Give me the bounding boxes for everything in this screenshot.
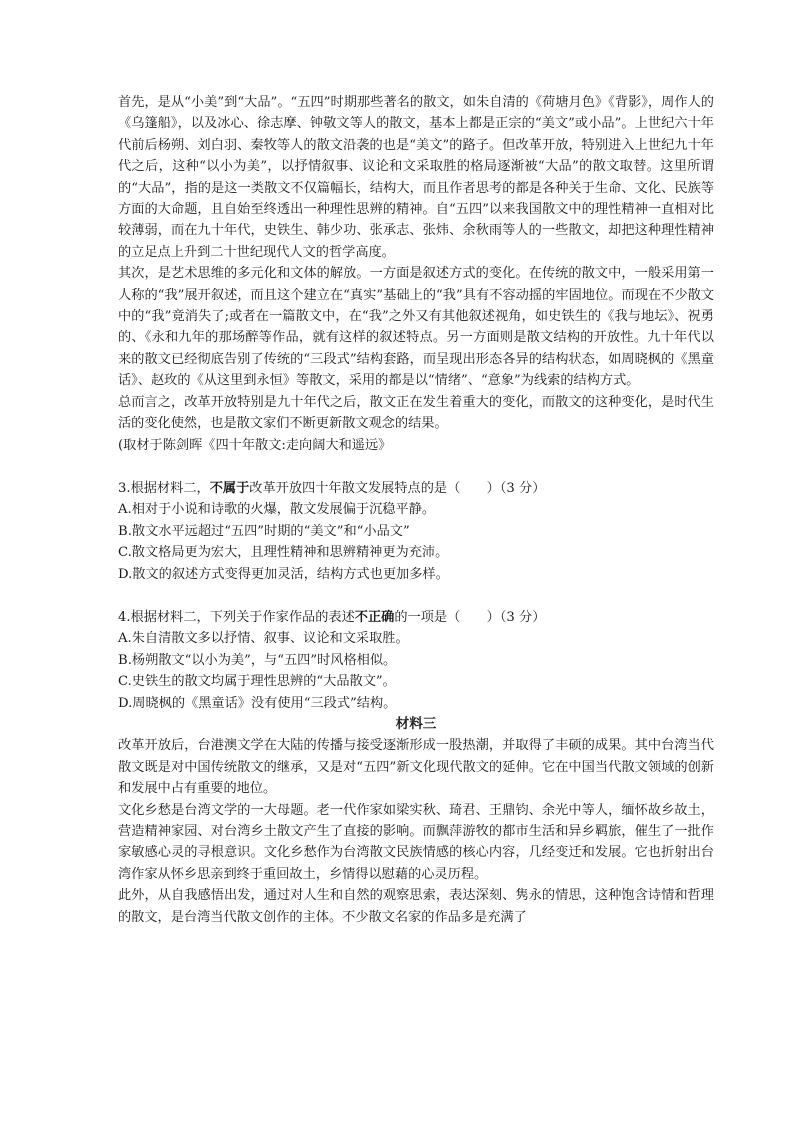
material-three-paragraph-1: 改革开放后，台港澳文学在大陆的传播与接受逐渐形成一股热潮，并取得了丰硕的成果。其中台湾当代散文既是对中国传统散文的继承，又是对“五四”新文化现代散文的延伸。它在中国当代散文领域的创新和发展中占有重要的地位。 bbox=[118, 738, 714, 797]
question-3-option-c: C.散文格局更为宏大，且理性精神和思辨精神更为充沛。 bbox=[118, 545, 449, 561]
material-two-paragraph-2: 其次，是艺术思维的多元化和文体的解放。一方面是叙述方式的变化。在传统的散文中，一般采用第一人称的“我”展开叙述，而且这个建立在“真实”基础上的“我”具有不容动摇的牢固地位。而现在不少散文中的“我”竟消失了;或者在一篇散文中，在“我”之外又有其他叙述视角，如史铁生的《我与地坛》、祝勇的、《永和九年的那场醉等作品，就有这样的叙述特点。另一方面则是散文结构的开放性。九十年代以来的散文已经彻底告别了传统的“三段式”结构套路，而呈现出形态各异的结构状态，如周晓枫的《黑童话》、赵玫的《从这里到永恒》等散文，采用的都是以“情绪”、“意象”为线索的结构方式。 bbox=[118, 266, 714, 389]
question-4-option-c: C.史铁生的散文均属于理性思辨的“大品散文”。 bbox=[118, 674, 396, 690]
material-three bbox=[118, 714, 714, 928]
question-4-stem-post: 的一项是（ ）（3 分） bbox=[394, 609, 546, 625]
question-3-option-d: D.散文的叙述方式变得更加灵活，结构方式也更加多样。 bbox=[118, 566, 449, 582]
material-three-paragraph-3: 此外，从自我感悟出发，通过对人生和自然的观察思索，表达深刻、隽永的情思，这种饱含诗情和哲理的散文，是台湾当代散文创作的主体。不少散文名家的作品多是充满了 bbox=[118, 888, 714, 925]
question-4-option-b: B.杨朔散文“以小为美”，与“五四”时风格相似。 bbox=[118, 652, 397, 668]
material-three-title: 材料三 bbox=[395, 715, 437, 732]
question-3-stem-emphasis: 不属于 bbox=[209, 480, 250, 496]
question-4 bbox=[118, 607, 714, 714]
question-3-option-a: A.相对于小说和诗歌的火爆，散文发展偏于沉稳平静。 bbox=[118, 502, 436, 518]
question-4-stem-pre: 4.根据材料二，下列关于作家作品的表述 bbox=[118, 609, 355, 625]
spacer bbox=[118, 585, 714, 607]
question-3-stem-pre: 3.根据材料二， bbox=[118, 480, 210, 496]
material-two-paragraph-1: 首先，是从“小美”到“大品”。“五四”时期那些著名的散文，如朱自清的《荷塘月色》《背影》，周作人的《乌篷船》，以及冰心、徐志摩、钟敬文等人的散文，基本上都是正宗的“美文”或小品”。上世纪六十年代前后杨朔、刘白羽、秦牧等人的散文沿袭的也是“美文”的路子。但改革开放，特别进入上世纪九十年代之后，这种“以小为美”，以抒情叙事、议论和文采取胜的格局逐渐被“大品”的散文取替。这里所谓的“大品”，指的是这一类散文不仅篇幅长，结构大，而且作者思考的都是各种关于生命、文化、民族等方面的大命题，且自始至终透出一种理性思辨的精神。自“五四”以来我国散文中的理性精神一直相对比较薄弱，而在九十年代，史铁生、韩少功、张承志、张炜、余秋雨等人的一些散文，却把这种理性精神的立足点上升到二十世纪现代人文的哲学高度。 bbox=[118, 95, 714, 260]
question-4-option-a: A.朱自清散文多以抒情、叙事、议论和文采取胜。 bbox=[118, 631, 409, 647]
spacer bbox=[118, 456, 714, 478]
question-3-stem-post: 改革开放四十年散文发展特点的是（ ）（3 分） bbox=[249, 480, 546, 496]
question-3-stem bbox=[118, 478, 714, 499]
question-4-stem bbox=[118, 607, 714, 628]
question-4-option-d: D.周晓枫的《黑童话》没有使用“三段式”结构。 bbox=[118, 695, 397, 711]
material-two-paragraph-3: 总而言之，改革开放特别是九十年代之后，散文正在发生着重大的变化，而散文的这种变化，是时代生活的变化使然，也是散文家们不断更新散文观念的结果。 bbox=[118, 394, 714, 432]
question-4-stem-emphasis: 不正确 bbox=[354, 609, 395, 625]
question-3 bbox=[118, 478, 714, 585]
material-three-paragraph-2: 文化乡愁是台湾文学的一大母题。老一代作家如梁实秋、琦君、王鼎钧、余光中等人，缅怀故乡故土，营造精神家园、对台湾乡土散文产生了直接的影响。而飘萍游牧的都市生活和异乡羁旅，催生了一批作家敏感心灵的寻根意识。文化乡愁作为台湾散文民族情感的核心内容，几经变迁和发展。它也折射出台湾作家从怀乡思亲到终于重回故土，乡情得以慰藉的心灵历程。 bbox=[118, 802, 714, 882]
material-two-source: (取材于陈剑晖《四十年散文:走向阔大和遥远》 bbox=[118, 437, 392, 453]
question-3-option-b: B.散文水平远超过“五四”时期的“美文”和“小品文” bbox=[118, 523, 410, 539]
material-two-body bbox=[118, 92, 714, 456]
